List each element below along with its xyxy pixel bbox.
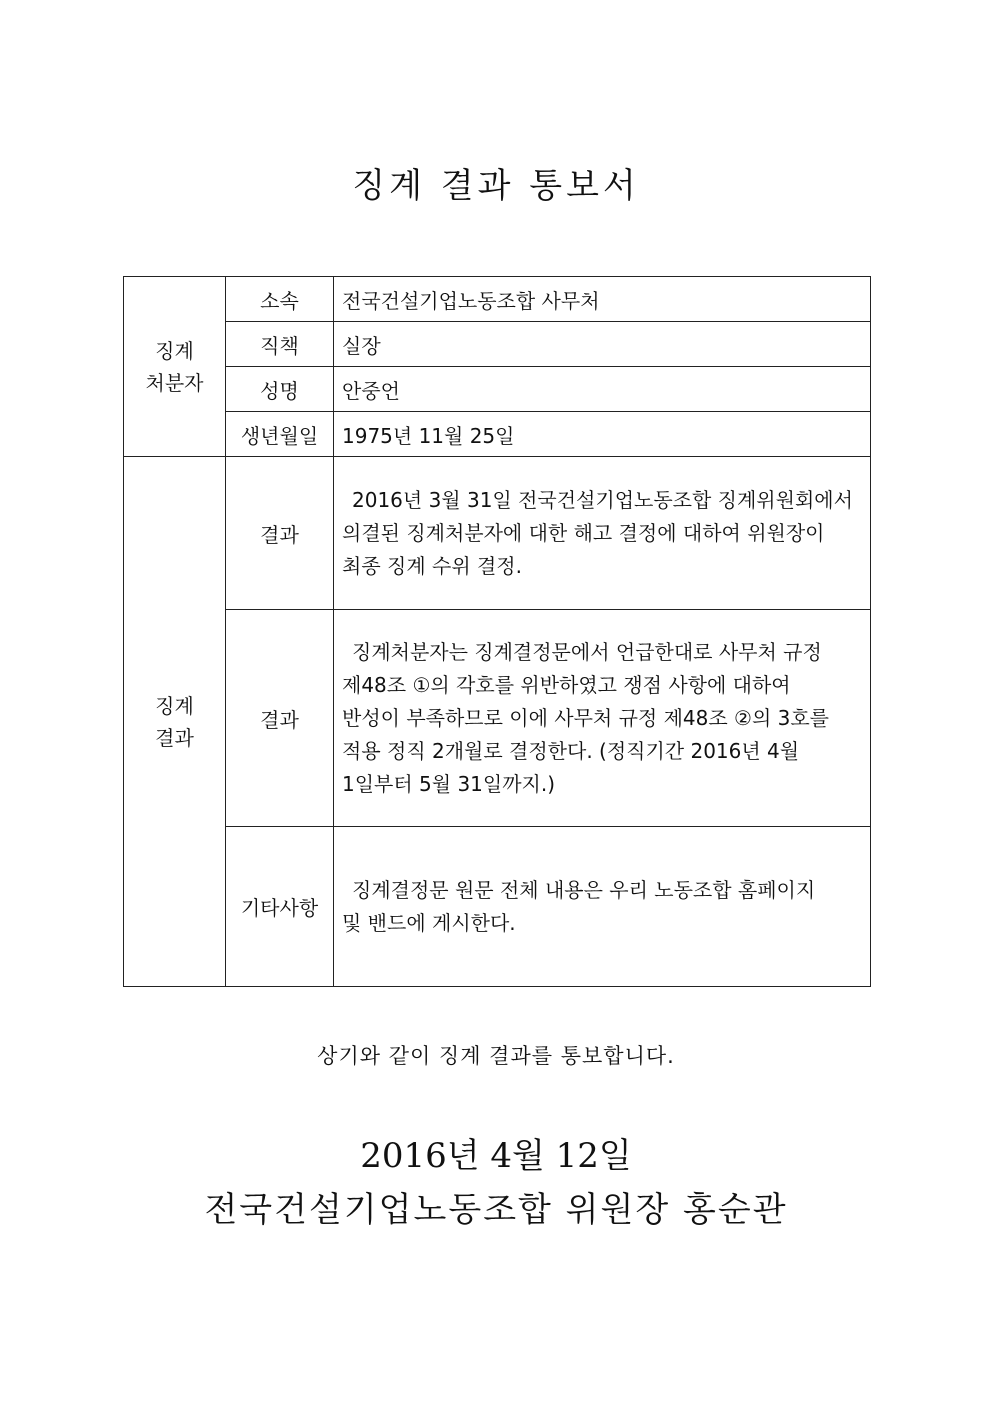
table-row — [124, 610, 871, 827]
result-text-2: 징계처분자는 징계결정문에서 언급한대로 사무처 규정 제48조 ①의 각호를 위반하였고 쟁점 사항에 대하여 반성이 부족하므로 이에 사무처 규정 제48조 ②의 3호를 적용 정직 2개월로 결정한다. (정직기간 2016년 4월 1일부터 5월 31일까지.) — [334, 610, 871, 827]
table-row — [124, 277, 871, 322]
birthdate-value: 1975년 11월 25일 — [334, 412, 871, 457]
affiliation-value: 전국건설기업노동조합 사무처 — [334, 277, 871, 322]
disciplinary-table — [123, 276, 871, 987]
affiliation-label: 소속 — [226, 277, 334, 322]
table-row — [124, 412, 871, 457]
result-section-label-line1: 징계 — [155, 693, 194, 718]
name-value: 안중언 — [334, 367, 871, 412]
closing-statement: 상기와 같이 징계 결과를 통보합니다. — [317, 1044, 675, 1068]
issue-date: 2016년 4월 12일 — [360, 1136, 632, 1176]
other-matters-label: 기타사항 — [226, 827, 334, 987]
table-row — [124, 457, 871, 610]
birthdate-label: 생년월일 — [226, 412, 334, 457]
name-label: 성명 — [226, 367, 334, 412]
position-label: 직책 — [226, 322, 334, 367]
subject-section-label — [124, 277, 226, 457]
table-row — [124, 322, 871, 367]
result-text-1: 2016년 3월 31일 전국건설기업노동조합 징계위원회에서 의결된 징계처분자에 대한 해고 결정에 대하여 위원장이 최종 징계 수위 결정. — [334, 457, 871, 610]
signature: 전국건설기업노동조합 위원장 홍순관 — [204, 1190, 788, 1230]
result-section-label-line2: 결과 — [155, 725, 194, 750]
document-title: 징계 결과 통보서 — [352, 166, 640, 206]
other-matters-text: 징계결정문 원문 전체 내용은 우리 노동조합 홈페이지 및 밴드에 게시한다. — [334, 827, 871, 987]
table-row — [124, 367, 871, 412]
result-section-label — [124, 457, 226, 987]
table-row — [124, 827, 871, 987]
subject-section-label-line2: 처분자 — [145, 370, 204, 395]
result-label-1: 결과 — [226, 457, 334, 610]
position-value: 실장 — [334, 322, 871, 367]
subject-section-label-line1: 징계 — [155, 338, 194, 363]
result-label-2: 결과 — [226, 610, 334, 827]
